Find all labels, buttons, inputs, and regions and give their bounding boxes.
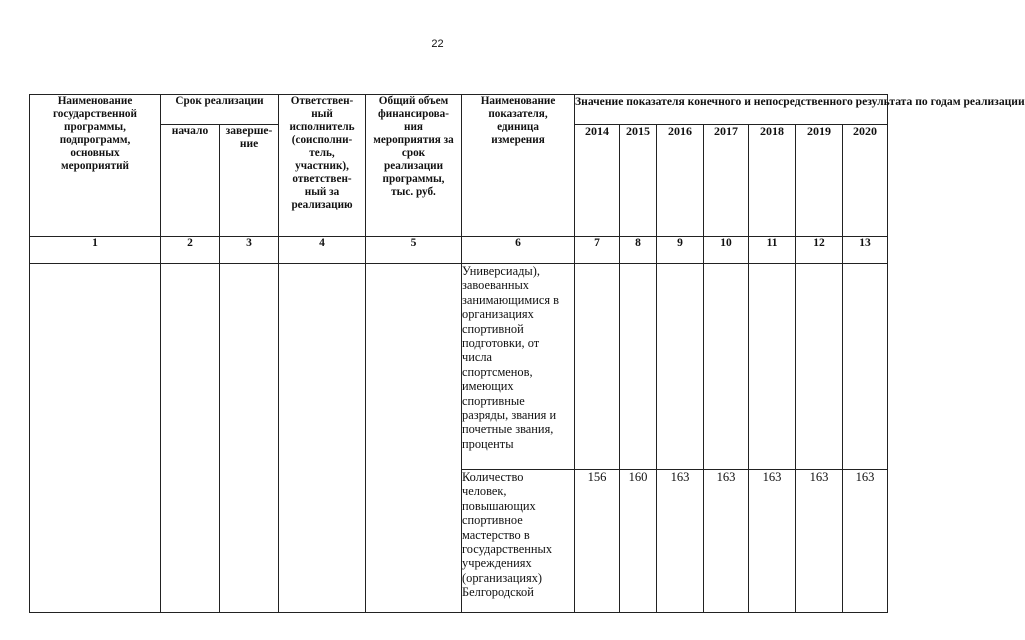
value-cell bbox=[796, 264, 843, 470]
program-cell bbox=[30, 264, 161, 613]
header-term: Срок реализации bbox=[161, 95, 279, 125]
header-year: 2020 bbox=[843, 125, 888, 237]
column-number: 13 bbox=[843, 237, 888, 264]
header-program-name: Наименование государственной программы, подпрограмм, основных мероприятий bbox=[30, 95, 161, 237]
header-values-title: Значение показателя конечного и непосредственного результата по годам реализации bbox=[575, 95, 888, 125]
value-cell: 163 bbox=[843, 470, 888, 613]
column-number: 12 bbox=[796, 237, 843, 264]
value-cell bbox=[620, 264, 657, 470]
column-number: 9 bbox=[657, 237, 704, 264]
column-number: 1 bbox=[30, 237, 161, 264]
header-year: 2019 bbox=[796, 125, 843, 237]
header-term-start: начало bbox=[161, 125, 220, 237]
funding-cell bbox=[366, 264, 462, 613]
responsible-cell bbox=[279, 264, 366, 613]
column-number: 4 bbox=[279, 237, 366, 264]
start-cell bbox=[161, 264, 220, 613]
header-funding: Общий объем финансирова- ния мероприятия за срок реализации программы, тыс. руб. bbox=[366, 95, 462, 237]
value-cell: 163 bbox=[657, 470, 704, 613]
value-cell bbox=[657, 264, 704, 470]
column-number: 2 bbox=[161, 237, 220, 264]
header-year: 2014 bbox=[575, 125, 620, 237]
column-number: 11 bbox=[749, 237, 796, 264]
value-cell: 156 bbox=[575, 470, 620, 613]
end-cell bbox=[220, 264, 279, 613]
value-cell: 163 bbox=[704, 470, 749, 613]
header-year: 2016 bbox=[657, 125, 704, 237]
column-number: 10 bbox=[704, 237, 749, 264]
value-cell bbox=[575, 264, 620, 470]
value-cell: 163 bbox=[749, 470, 796, 613]
header-row-1 bbox=[30, 95, 888, 125]
column-number: 7 bbox=[575, 237, 620, 264]
value-cell: 160 bbox=[620, 470, 657, 613]
column-number: 3 bbox=[220, 237, 279, 264]
header-year: 2018 bbox=[749, 125, 796, 237]
page-number: 22 bbox=[431, 38, 444, 50]
table-row bbox=[30, 264, 888, 470]
header-year: 2015 bbox=[620, 125, 657, 237]
column-number: 8 bbox=[620, 237, 657, 264]
column-number: 5 bbox=[366, 237, 462, 264]
column-number-row bbox=[30, 237, 888, 264]
header-term-end: заверше- ние bbox=[220, 125, 279, 237]
indicator-table bbox=[29, 94, 1025, 613]
column-number: 6 bbox=[462, 237, 575, 264]
header-responsible: Ответствен- ный исполнитель (соисполни- тель, участник), ответствен- ный за реализацию bbox=[279, 95, 366, 237]
header-year: 2017 bbox=[704, 125, 749, 237]
value-cell: 163 bbox=[796, 470, 843, 613]
value-cell bbox=[704, 264, 749, 470]
header-indicator: Наименование показателя, единица измерения bbox=[462, 95, 575, 237]
value-cell bbox=[843, 264, 888, 470]
indicator-cell: Количество человек, повышающих спортивное мастерство в государственных учреждениях (организациях) Белгородской bbox=[462, 470, 575, 613]
value-cell bbox=[749, 264, 796, 470]
indicator-cell: Универсиады), завоеванных занимающимися в организациях спортивной подготовки, от числа спортсменов, имеющих спортивные разряды, звания и почетные звания, проценты bbox=[462, 264, 575, 470]
